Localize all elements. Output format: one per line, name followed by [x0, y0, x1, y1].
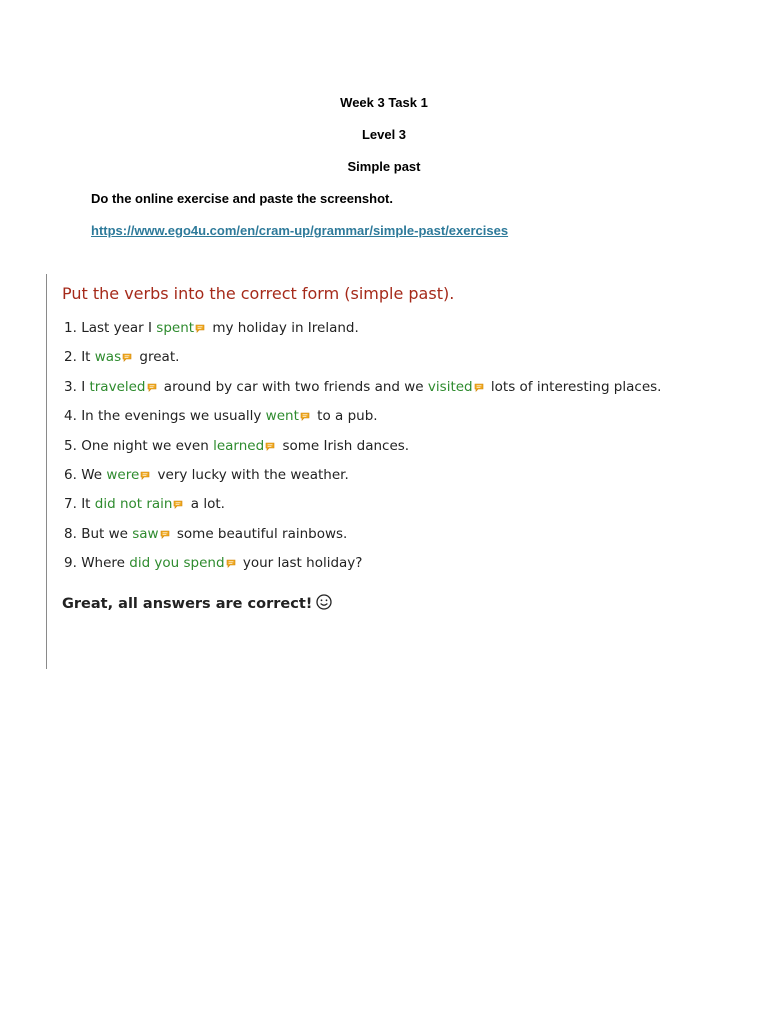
item-number: 7.	[64, 496, 77, 513]
exercise-item	[64, 494, 661, 523]
item-number: 1.	[64, 320, 77, 336]
speech-bubble-icon	[140, 471, 150, 480]
exercise-item	[64, 524, 661, 553]
item-text-before: It	[81, 349, 95, 366]
exercise-item	[64, 406, 661, 435]
item-text-after: some beautiful rainbows.	[172, 525, 348, 542]
speech-bubble-icon	[474, 383, 484, 392]
item-text-after-2: lots of interesting places.	[486, 378, 662, 395]
item-text-after: very lucky with the weather.	[153, 466, 349, 483]
answer-text: was	[94, 349, 122, 366]
speech-bubble-icon	[122, 353, 132, 362]
item-text-before: Last year I	[81, 320, 157, 336]
item-text-before: In the evenings we usually	[81, 408, 266, 425]
answer-text-2: visited	[427, 378, 473, 395]
item-text-before: Where	[81, 555, 130, 572]
answer-text: went	[265, 408, 299, 425]
exercise-item	[64, 553, 661, 582]
item-number: 5.	[64, 437, 77, 454]
speech-bubble-icon	[195, 324, 205, 333]
item-text-before: I	[81, 378, 90, 395]
item-text-after: my holiday in Ireland.	[208, 320, 359, 336]
item-text-after: your last holiday?	[238, 555, 363, 572]
answer-text: were	[106, 466, 140, 483]
speech-bubble-icon	[147, 383, 157, 392]
document-title: Week 3 Task 1	[340, 95, 428, 110]
exercise-item	[64, 318, 661, 347]
item-number: 8.	[64, 525, 77, 542]
speech-bubble-icon	[160, 530, 170, 539]
exercise-item	[64, 436, 661, 465]
answer-text: learned	[213, 437, 265, 454]
exercise-item	[64, 347, 661, 376]
item-text-before: It	[81, 496, 95, 513]
item-text-after: to a pub.	[312, 408, 378, 425]
item-text-after: a lot.	[186, 496, 225, 513]
exercise-title: Put the verbs into the correct form (simple past).	[62, 284, 455, 303]
answer-text: spent	[156, 320, 195, 336]
speech-bubble-icon	[300, 412, 310, 421]
answer-text: did not rain	[94, 496, 173, 513]
item-number: 6.	[64, 466, 77, 483]
speech-bubble-icon	[265, 442, 275, 451]
instruction-text: Do the online exercise and paste the screenshot.	[91, 191, 393, 206]
item-text-before: But we	[81, 525, 133, 542]
item-text-before: We	[81, 466, 107, 483]
item-text-after: some Irish dances.	[278, 437, 410, 454]
item-text-after: great.	[135, 349, 180, 366]
exercise-item	[64, 377, 661, 406]
answer-text: did you spend	[129, 555, 225, 572]
result-text: Great, all answers are correct!	[62, 596, 313, 612]
answer-text: saw	[132, 525, 159, 542]
item-number: 9.	[64, 555, 77, 572]
smiley-face-icon	[316, 594, 332, 610]
item-number: 4.	[64, 408, 77, 425]
result-message	[62, 594, 332, 612]
item-number: 3.	[64, 378, 77, 395]
exercise-item	[64, 465, 661, 494]
level-label: Level 3	[361, 127, 407, 142]
exercise-screenshot	[46, 274, 687, 669]
topic-label: Simple past	[347, 159, 421, 174]
item-text-after: around by car with two friends and we	[159, 378, 428, 395]
item-number: 2.	[64, 349, 77, 366]
exercise-link[interactable]: https://www.ego4u.com/en/cram-up/grammar/simple-past/exercises	[91, 223, 509, 238]
answer-text: traveled	[89, 378, 146, 395]
item-text-before: One night we even	[81, 437, 214, 454]
speech-bubble-icon	[226, 559, 236, 568]
speech-bubble-icon	[173, 500, 183, 509]
exercise-list	[64, 318, 661, 583]
